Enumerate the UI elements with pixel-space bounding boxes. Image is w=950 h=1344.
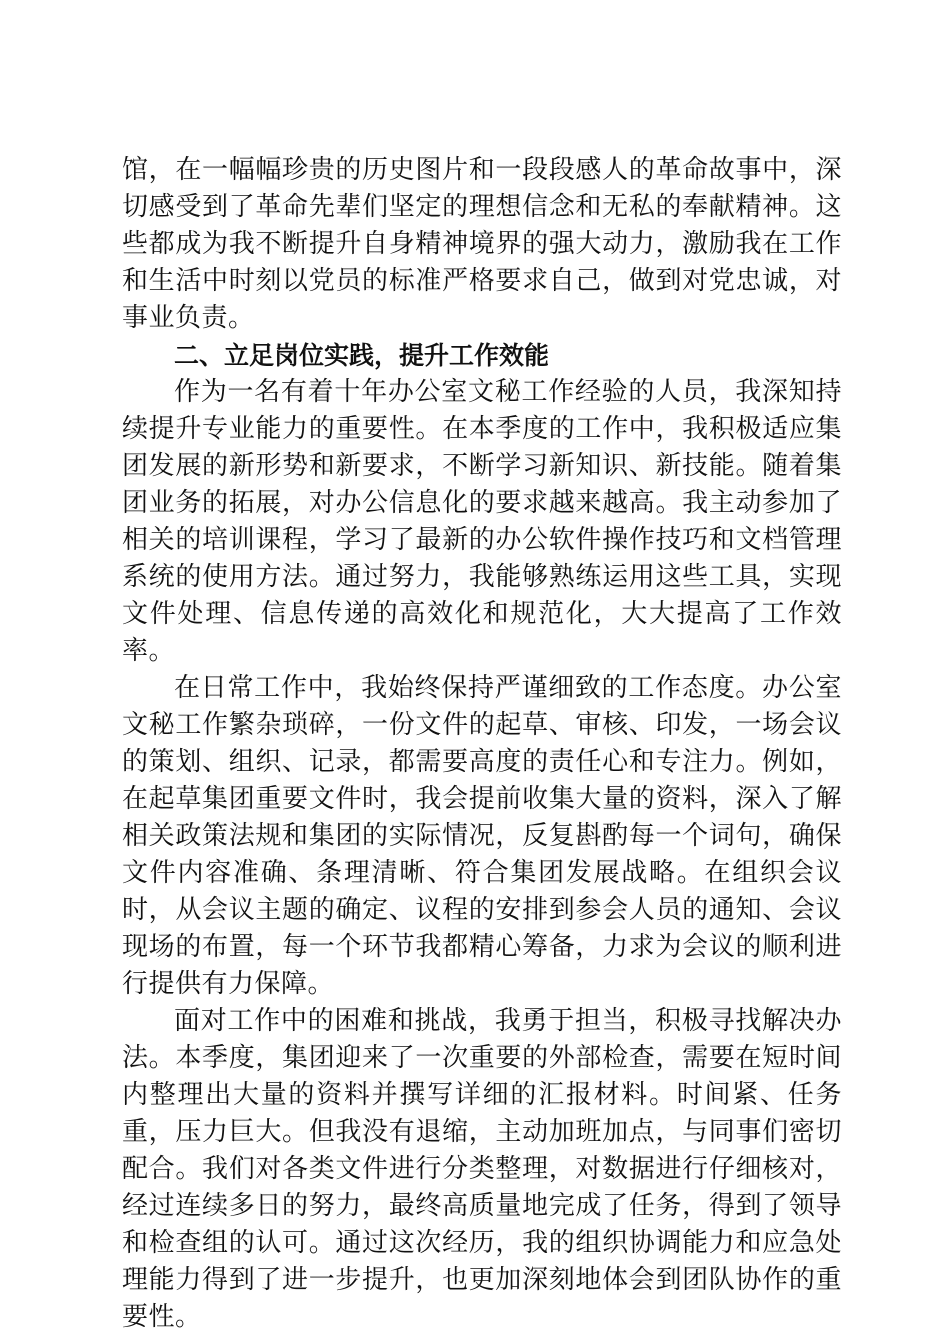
section-heading-2: 二、立足岗位实践，提升工作效能	[174, 341, 550, 370]
paragraph-continued: 馆，在一幅幅珍贵的历史图片和一段段感人的革命故事中，深切感受到了革命先辈们坚定的理想信念和无私的奉献精神。这些都成为我不断提升自身精神境界的强大动力，激励我在工作和生活中时刻以党员的标准严格要求自己，做到对党忠诚，对事业负责。	[122, 155, 842, 333]
document-body	[122, 152, 842, 1336]
paragraph-daily-work: 在日常工作中，我始终保持严谨细致的工作态度。办公室文秘工作繁杂琐碎，一份文件的起草、审核、印发，一场会议的策划、组织、记录，都需要高度的责任心和专注力。例如，在起草集团重要文件时，我会提前收集大量的资料，深入了解相关政策法规和集团的实际情况，反复斟酌每一个词句，确保文件内容准确、条理清晰、符合集团发展战略。在组织会议时，从会议主题的确定、议程的安排到参会人员的通知、会议现场的布置，每一个环节我都精心筹备，力求为会议的顺利进行提供有力保障。	[122, 673, 842, 999]
paragraph-challenges: 面对工作中的困难和挑战，我勇于担当，积极寻找解决办法。本季度，集团迎来了一次重要的外部检查，需要在短时间内整理出大量的资料并撰写详细的汇报材料。时间紧、任务重，压力巨大。但我没有退缩，主动加班加点，与同事们密切配合。我们对各类文件进行分类整理，对数据进行仔细核对，经过连续多日的努力，最终高质量地完成了任务，得到了领导和检查组的认可。通过这次经历，我的组织协调能力和应急处理能力得到了进一步提升，也更加深刻地体会到团队协作的重要性。	[122, 1006, 842, 1332]
paragraph-professional-skills: 作为一名有着十年办公室文秘工作经验的人员，我深知持续提升专业能力的重要性。在本季度的工作中，我积极适应集团发展的新形势和新要求，不断学习新知识、新技能。随着集团业务的拓展，对办公信息化的要求越来越高。我主动参加了相关的培训课程，学习了最新的办公软件操作技巧和文档管理系统的使用方法。通过努力，我能够熟练运用这些工具，实现文件处理、信息传递的高效化和规范化，大大提高了工作效率。	[122, 377, 842, 666]
